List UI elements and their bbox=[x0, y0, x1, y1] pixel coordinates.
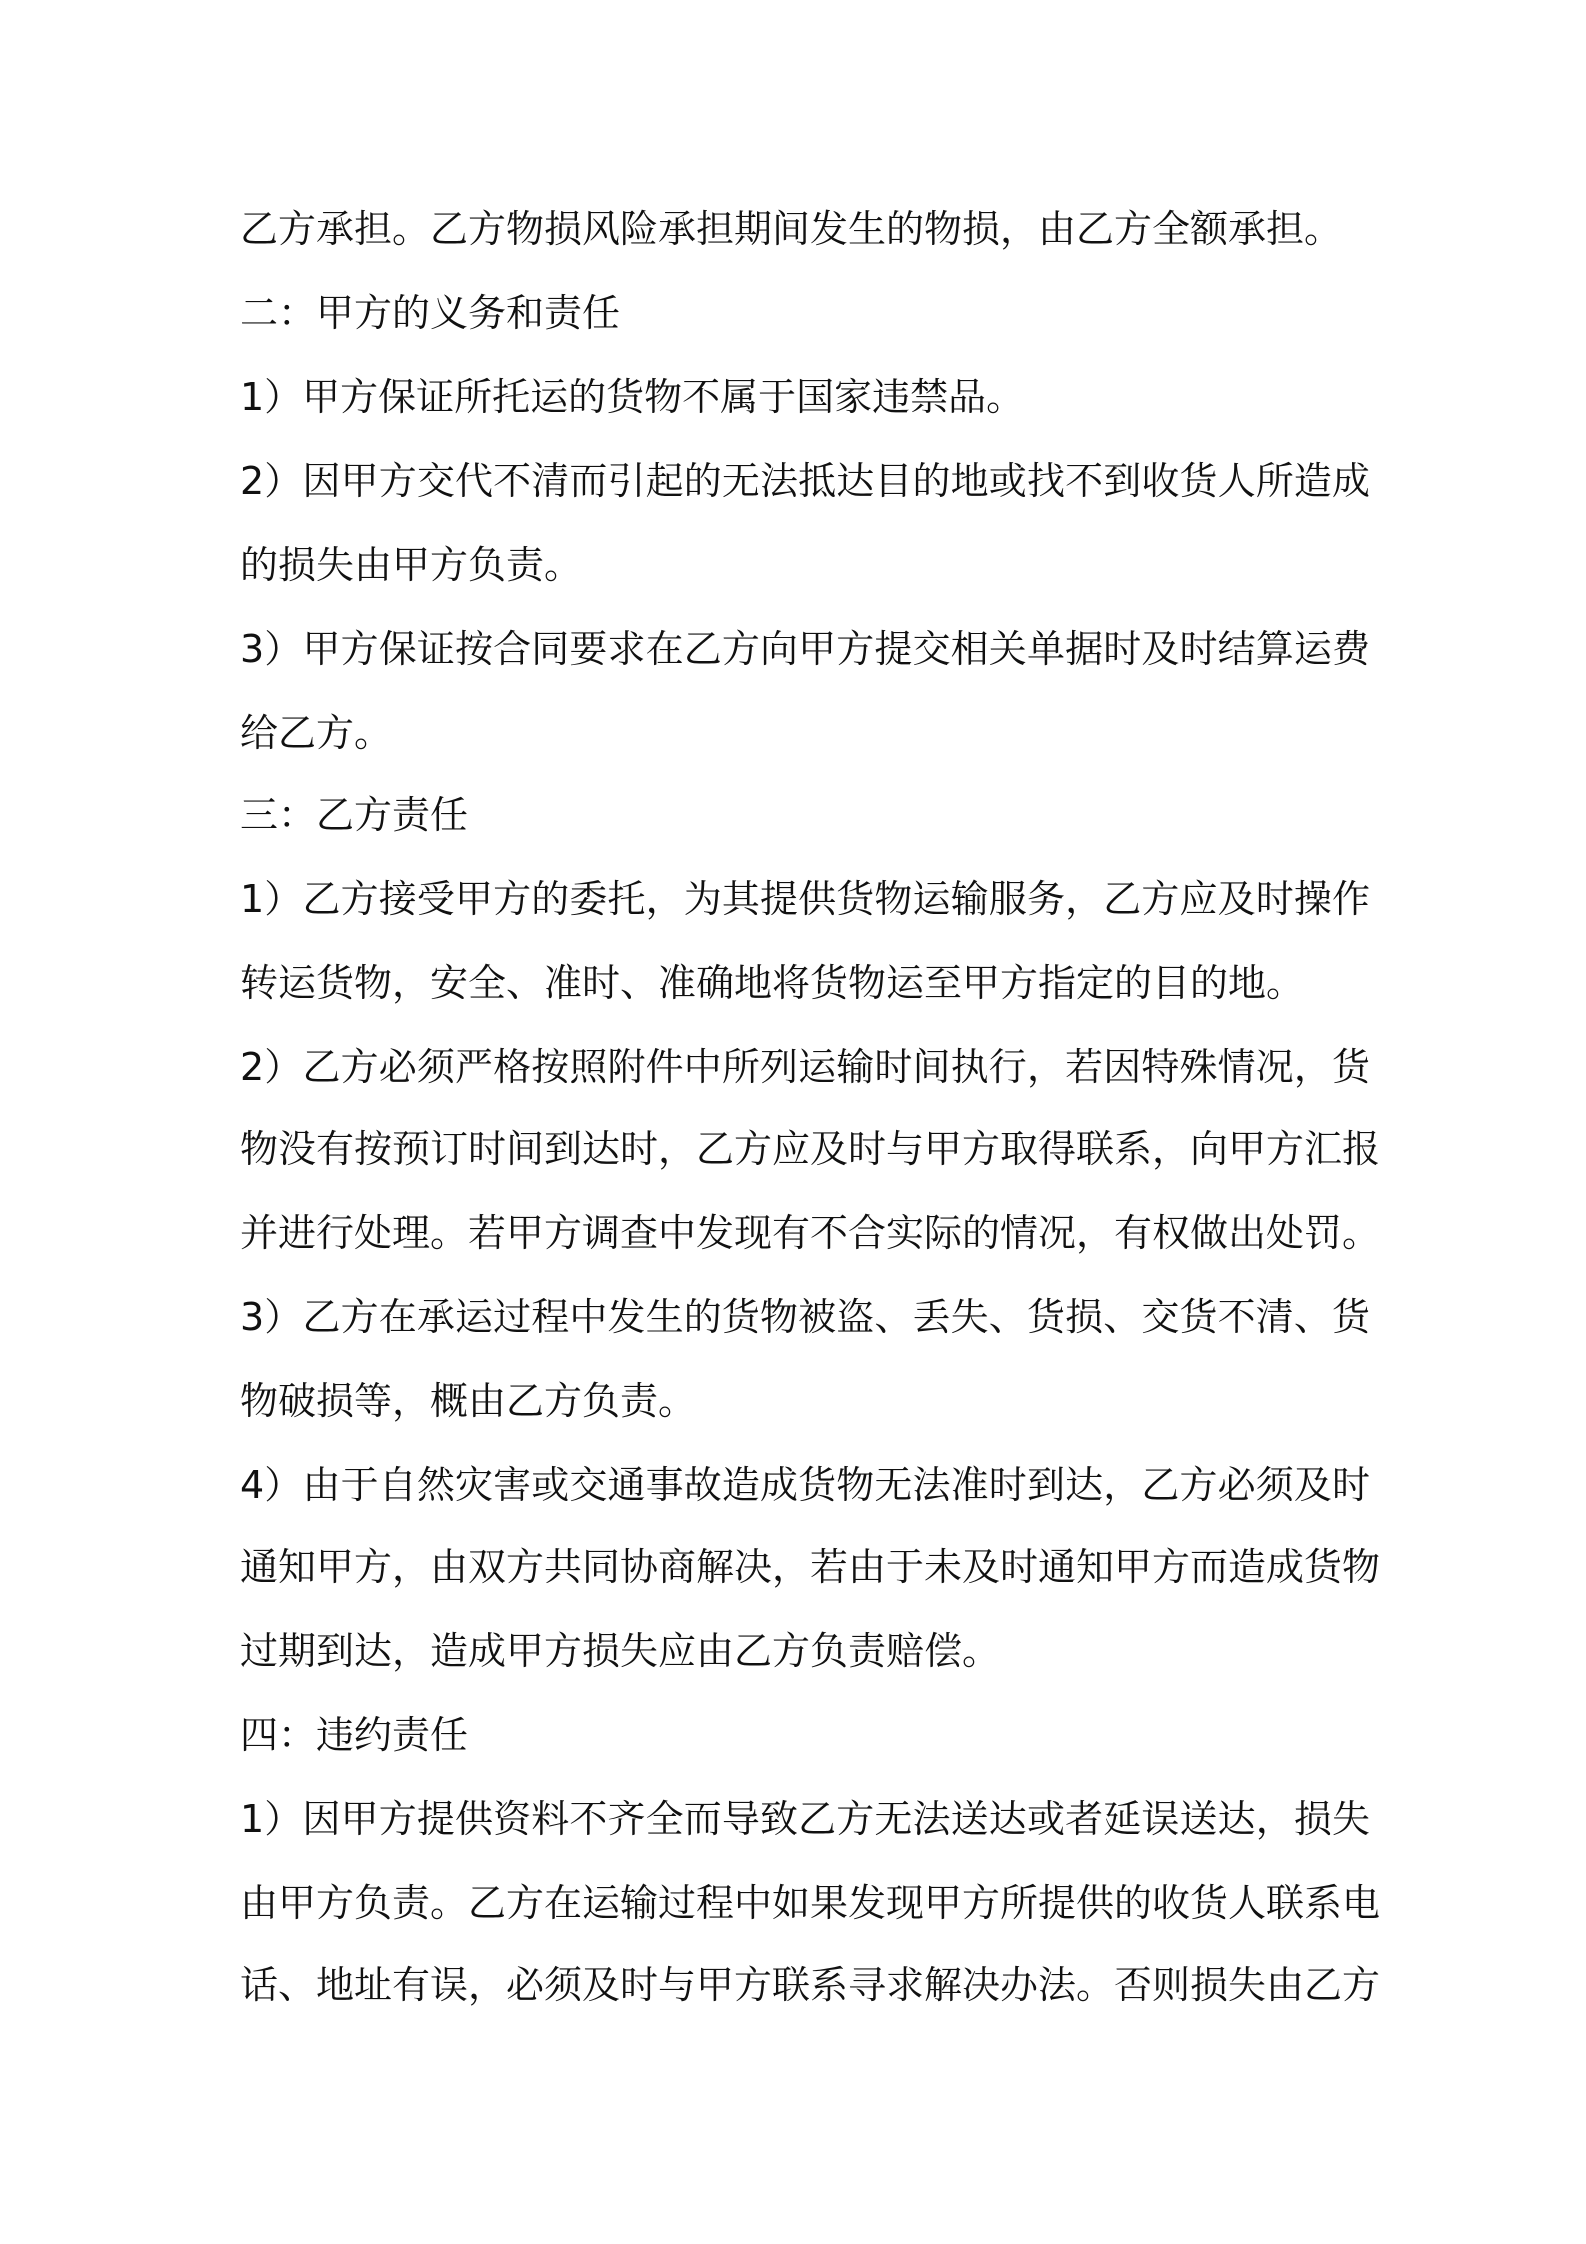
section-heading: 三：乙方责任 bbox=[240, 793, 469, 837]
paragraph-line: 话、地址有误，必须及时与甲方联系寻求解决办法。否则损失由乙方 bbox=[240, 1963, 1381, 2007]
section-heading: 四：违约责任 bbox=[240, 1713, 469, 1757]
paragraph-line: 并进行处理。若甲方调查中发现有不合实际的情况，有权做出处罚。 bbox=[240, 1211, 1381, 1255]
paragraph-line: 转运货物，安全、准时、准确地将货物运至甲方指定的目的地。 bbox=[240, 961, 1305, 1005]
paragraph-line: 物没有按预订时间到达时，乙方应及时与甲方取得联系，向甲方汇报 bbox=[240, 1127, 1381, 1171]
paragraph-line: 4）由于自然灾害或交通事故造成货物无法准时到达，乙方必须及时 bbox=[240, 1463, 1370, 1507]
paragraph-line: 3）乙方在承运过程中发生的货物被盗、丢失、货损、交货不清、货 bbox=[240, 1295, 1370, 1339]
paragraph-line: 乙方承担。乙方物损风险承担期间发生的物损，由乙方全额承担。 bbox=[240, 207, 1343, 251]
paragraph-line: 给乙方。 bbox=[240, 711, 393, 755]
paragraph-line: 过期到达，造成甲方损失应由乙方负责赔偿。 bbox=[240, 1629, 1001, 1673]
paragraph-line: 2）乙方必须严格按照附件中所列运输时间执行，若因特殊情况，货 bbox=[240, 1045, 1370, 1089]
paragraph-line: 1）乙方接受甲方的委托，为其提供货物运输服务，乙方应及时操作 bbox=[240, 877, 1370, 921]
paragraph-line: 1）因甲方提供资料不齐全而导致乙方无法送达或者延误送达，损失 bbox=[240, 1797, 1370, 1841]
paragraph-line: 3）甲方保证按合同要求在乙方向甲方提交相关单据时及时结算运费 bbox=[240, 627, 1370, 671]
paragraph-line: 物破损等，概由乙方负责。 bbox=[240, 1379, 697, 1423]
section-heading: 二：甲方的义务和责任 bbox=[240, 291, 621, 335]
paragraph-line: 由甲方负责。乙方在运输过程中如果发现甲方所提供的收货人联系电 bbox=[240, 1881, 1381, 1925]
paragraph-line: 的损失由甲方负责。 bbox=[240, 543, 583, 587]
paragraph-line: 1）甲方保证所托运的货物不属于国家违禁品。 bbox=[240, 375, 1025, 419]
paragraph-line: 2）因甲方交代不清而引起的无法抵达目的地或找不到收货人所造成 bbox=[240, 459, 1370, 503]
paragraph-line: 通知甲方，由双方共同协商解决，若由于未及时通知甲方而造成货物 bbox=[240, 1545, 1381, 1589]
